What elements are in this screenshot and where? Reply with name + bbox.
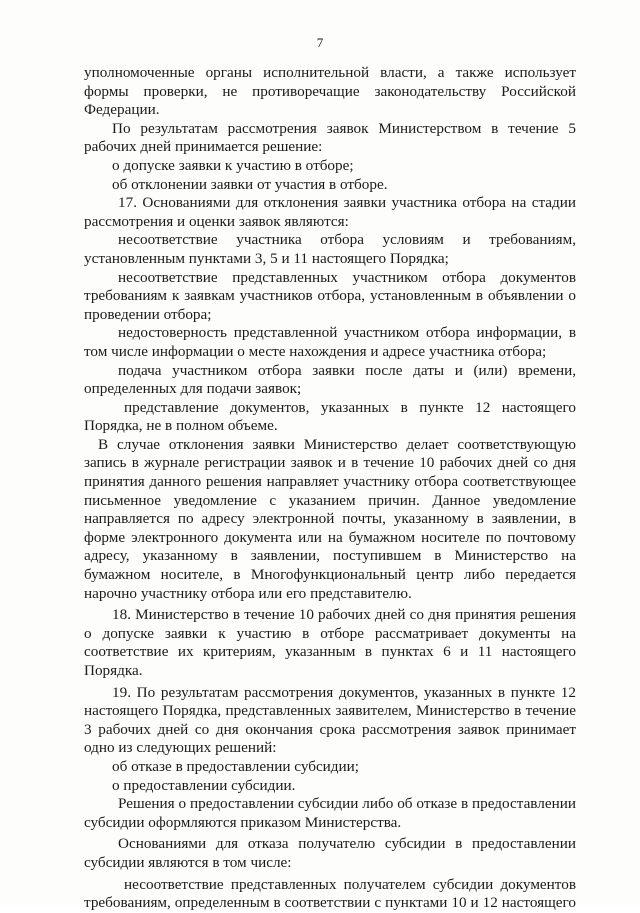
paragraph-decision-grant: о предоставлении субсидии. — [112, 776, 296, 794]
paragraph-clause-18: 18. Министерство в течение 10 рабочих дней со дня принятия решения о допуске заявки к участию в отборе рассматривает документы на соответствие их критериям, указанным в пунктах 6 и 11 настоящего Порядка. — [84, 606, 576, 679]
paragraph-reject-reason-5: представление документов, указанных в пункте 12 настоящего Порядка, не в полном объеме. — [84, 398, 576, 435]
paragraph-reject-reason-4: подача участником отбора заявки после даты и (или) времени, определенных для подачи заявок; — [84, 361, 576, 398]
paragraph-reject-application: об отклонении заявки от участия в отборе. — [112, 175, 388, 193]
paragraph-decision-order: Решения о предоставлении субсидии либо об отказе в предоставлении субсидии оформляются приказом Министерства. — [84, 795, 576, 831]
paragraph-clause-17: 17. Основаниями для отклонения заявки участника отбора на стадии рассмотрения и оценки заявок являются: — [84, 194, 576, 230]
paragraph-reject-reason-3: недостоверность представленной участником отбора информации, в том числе информации о месте нахождения и адресе участника отбора; — [84, 324, 576, 360]
page-number: 7 — [316, 35, 324, 50]
paragraph-decision-refuse: об отказе в предоставлении субсидии; — [112, 757, 360, 775]
paragraph-refusal-reason-1: несоответствие представленных получателем субсидии документов требованиям, определенным в соответствии с пунктами 10 и 12 настоящего — [84, 875, 576, 912]
paragraph-continuation: уполномоченные органы исполнительной власти, а также использует формы проверки, не противоречащие законодательству Российской Федерации. — [84, 64, 576, 119]
paragraph-rejection-notice: В случае отклонения заявки Министерство делает соответствующую запись в журнале регистрации заявок и в течение 10 рабочих дней со дня принятия данного решения направляет участнику отбора соответствующее письменное уведомление с указанием причин. Данное уведомление направляется по адресу электронной почты, указанному в заявлении, в форме электронного документа или на бумажном носителе по почтовому адресу, указанному в заявлении, поступившем в Министерство на бумажном носителе, в Многофункциональный центр либо передается нарочно участнику отбора или его представителю. — [84, 435, 576, 602]
paragraph-reject-reason-1: несоответствие участника отбора условиям и требованиям, установленным пунктами 3, 5 и 11 настоящего Порядка; — [84, 231, 576, 267]
paragraph-reject-reason-2: несоответствие представленных участником отбора документов требованиям к заявкам участников отбора, установленным в объявлении о проведении отбора; — [84, 268, 576, 323]
paragraph-clause-19: 19. По результатам рассмотрения документов, указанных в пункте 12 настоящего Порядка, представленных заявителем, Министерство в течение 3 рабочих дней со дня окончания срока рассмотрения заявок принимает одно из следующих решений: — [84, 683, 576, 757]
paragraph-admit-application: о допуске заявки к участию в отборе; — [112, 156, 354, 174]
paragraph-review-results: По результатам рассмотрения заявок Министерством в течение 5 рабочих дней принимается решение: — [84, 119, 576, 156]
document-body — [84, 64, 576, 913]
paragraph-refusal-grounds: Основаниями для отказа получателю субсидии в предоставлении субсидии являются в том числе: — [84, 835, 576, 871]
